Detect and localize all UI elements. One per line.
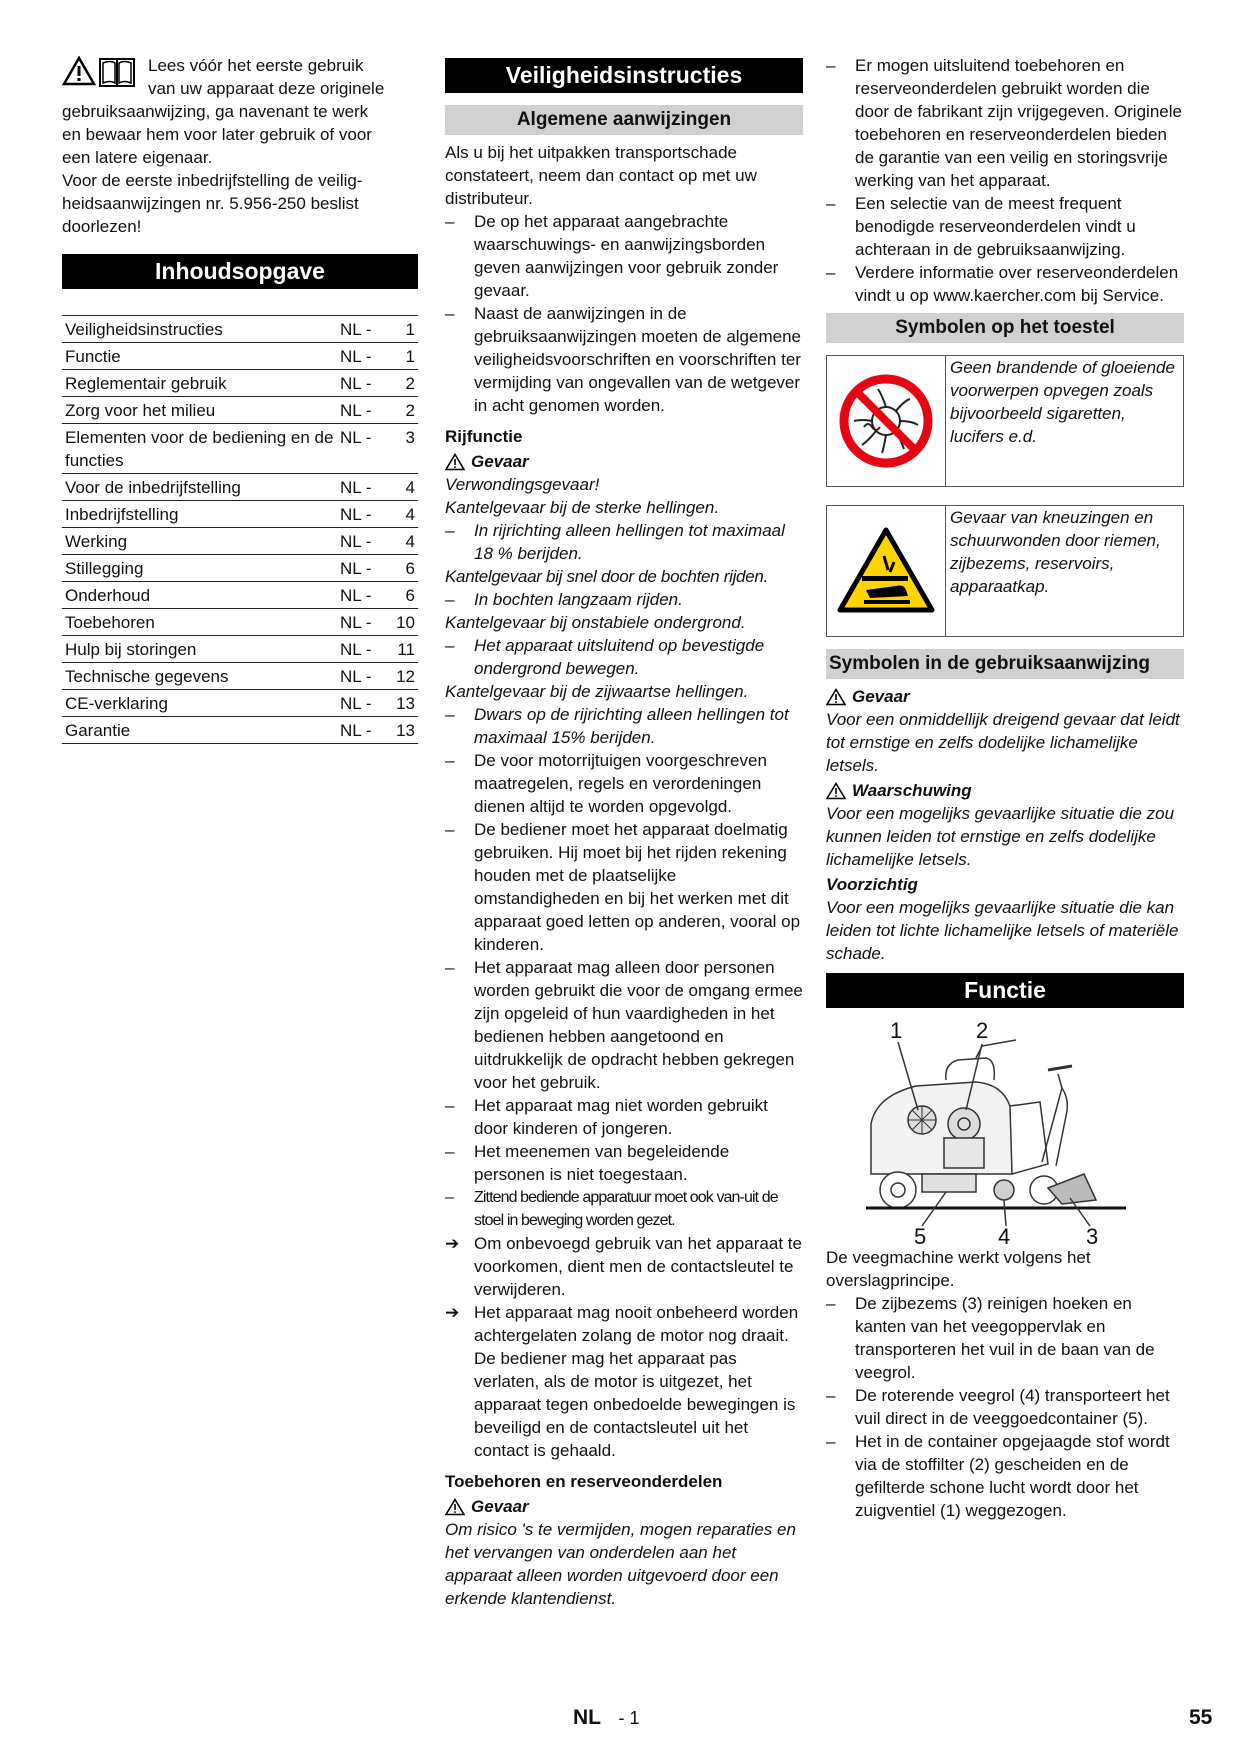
toc-label: Stillegging — [62, 555, 340, 582]
toc-lang: NL - — [340, 690, 388, 717]
crush-hazard-icon — [836, 526, 936, 616]
toc-page: 12 — [388, 663, 418, 690]
toc-row — [62, 717, 418, 744]
sweeper-figure — [826, 1014, 1184, 1246]
list-item: – In bochten langzaam rijden. — [445, 590, 683, 609]
toc-row — [62, 397, 418, 424]
toc-page: 2 — [388, 397, 418, 424]
toc-label: Voor de inbedrijfstelling — [62, 474, 340, 501]
drive-tilt: Kantelgevaar bij onstabiele ondergrond. — [445, 613, 746, 632]
toc-lang: NL - — [340, 474, 388, 501]
toc-lang: NL - — [340, 343, 388, 370]
toc-row — [62, 474, 418, 501]
column-right — [826, 54, 1184, 1522]
arrow-item: ➔ Om onbevoegd gebruik van het apparaat te voorkomen, dient men de contactsleutel te verwijderen. — [445, 1234, 802, 1299]
toc-row — [62, 424, 418, 474]
sweeper-diagram — [826, 1014, 1184, 1246]
toc-row — [62, 609, 418, 636]
toc-lang: NL - — [340, 717, 388, 744]
toc-page: 3 — [388, 424, 418, 474]
toc-lang: NL - — [340, 316, 388, 343]
warning-triangle-icon — [62, 56, 96, 86]
device-symbol-text: Geen brandende of gloeiende voorwerpen opvegen zoals bijvoorbeeld sigaretten, lucifers e.d. — [950, 358, 1175, 446]
drive-tilt: Kantelgevaar bij de sterke hellingen. — [445, 498, 720, 517]
toc-label: Hulp bij storingen — [62, 636, 340, 663]
danger-heading: Gevaar — [826, 685, 1184, 708]
list-item: – Er mogen uitsluitend toebehoren en reserveonderdelen gebruikt worden die door de fabrikant zijn vrijgegeven. Originele toebehoren en reserveonderdelen bieden de garantie van een veilig en storingsvrije werking van het apparaat. — [826, 56, 1182, 190]
drive-tilt: Kantelgevaar bij de zijwaartse hellingen. — [445, 682, 749, 701]
toc-row — [62, 343, 418, 370]
function-title: Functie — [826, 973, 1184, 1008]
warning-description: Voor een mogelijks gevaarlijke situatie die zou kunnen leiden tot ernstige en zelfs dodelijke lichamelijke letsels. — [826, 804, 1175, 869]
intro-line: een latere eigenaar. — [62, 148, 213, 167]
toc-label: Functie — [62, 343, 340, 370]
toc-row — [62, 370, 418, 397]
warning-triangle-icon — [826, 782, 846, 800]
list-item: – De op het apparaat aangebrachte waarschuwings- en aanwijzingsborden geven aanwijzingen voor gebruik zonder gevaar. — [445, 212, 779, 300]
toc-lang: NL - — [340, 636, 388, 663]
list-item: – De bediener moet het apparaat doelmatig gebruiken. Hij moet bij het rijden rekening houden met de plaatselijke omstandigheden en bij het werken met dit apparaat goed letten op anderen, vooral op kinderen. — [445, 820, 801, 954]
toc-page: 4 — [388, 528, 418, 555]
danger-description: Voor een onmiddellijk dreigend gevaar dat leidt tot ernstige en zelfs dodelijke lichamelijke letsels. — [826, 710, 1180, 775]
toc-lang: NL - — [340, 528, 388, 555]
toc-label: Elementen voor de bediening en de functies — [62, 424, 340, 474]
intro-line: en bewaar hem voor later gebruik of voor — [62, 125, 372, 144]
intro-paragraph: Voor de eerste inbedrijfstelling de veilig-heidsaanwijzingen nr. 5.956-250 beslist doorlezen! — [62, 171, 363, 236]
column-left — [62, 54, 418, 744]
list-item: – Het apparaat mag alleen door personen worden gebruikt die voor de omgang ermee zijn opgeleid of hun vaardigheden in het bedienen hebben aangetoond en uitdrukkelijk de opdracht hebben gekregen voor het gebruik. — [445, 958, 803, 1092]
intro-first-line — [62, 54, 418, 100]
toc-lang: NL - — [340, 663, 388, 690]
toc-page: 6 — [388, 582, 418, 609]
general-title: Algemene aanwijzingen — [445, 105, 803, 135]
figure-label-3: 3 — [1086, 1224, 1099, 1246]
toc-table — [62, 315, 418, 744]
footer-page-number: 55 — [1189, 1706, 1213, 1729]
footer-page-ref: NL - 1 — [573, 1706, 640, 1729]
toc-label: Werking — [62, 528, 340, 555]
toc-label: Veiligheidsinstructies — [62, 316, 340, 343]
toc-label: Garantie — [62, 717, 340, 744]
intro-line: Lees vóór het eerste gebruik — [148, 56, 364, 75]
toc-row — [62, 555, 418, 582]
arrow-item: ➔ Het apparaat mag nooit onbeheerd worden achtergelaten zolang de motor nog draait. De bediener mag het apparaat pas verlaten, als de motor is uitgezet, het apparaat tegen onbedoelde bewegingen is beveiligd en de contactsleutel uit het contact is gehaald. — [445, 1303, 799, 1460]
read-manual-book-icon — [98, 56, 136, 88]
toc-row — [62, 316, 418, 343]
device-symbol-row — [826, 355, 1184, 487]
toc-label: Zorg voor het milieu — [62, 397, 340, 424]
toc-label: Reglementair gebruik — [62, 370, 340, 397]
arrow-icon: ➔ — [445, 1303, 460, 1322]
device-symbols-title: Symbolen op het toestel — [826, 313, 1184, 343]
toc-row — [62, 690, 418, 717]
manual-symbols-title: Symbolen in de gebruiksaanwijzing — [826, 649, 1184, 679]
caution-heading: Voorzichtig — [826, 875, 918, 894]
toc-lang: NL - — [340, 370, 388, 397]
toc-row — [62, 636, 418, 663]
list-item: – Het apparaat mag niet worden gebruikt door kinderen of jongeren. — [445, 1096, 768, 1138]
danger-triangle-icon — [826, 688, 846, 706]
list-item: – Dwars op de rijrichting alleen hellingen tot maximaal 15% berijden. — [445, 705, 789, 747]
toc-page: 4 — [388, 501, 418, 528]
toc-label: Technische gegevens — [62, 663, 340, 690]
safety-title: Veiligheidsinstructies — [445, 58, 803, 93]
toc-lang: NL - — [340, 501, 388, 528]
list-item: – Het in de container opgejaagde stof wordt via de stoffilter (2) gescheiden en de gefilterde schone lucht wordt door het zuigventiel (1) weggezogen. — [826, 1432, 1170, 1520]
no-burning-objects-icon — [838, 373, 934, 469]
list-item: – Het meenemen van begeleidende personen is niet toegestaan. — [445, 1142, 730, 1184]
column-middle — [445, 54, 803, 1610]
danger-triangle-icon — [445, 1498, 465, 1516]
list-item: – Een selectie van de meest frequent benodigde reserveonderdelen vindt u achteraan in de gebruiksaanwijzing. — [826, 194, 1136, 259]
danger-heading: Gevaar — [445, 450, 803, 473]
device-symbol-row — [826, 505, 1184, 637]
toc-page: 1 — [388, 343, 418, 370]
danger-heading: Gevaar — [445, 1495, 803, 1518]
accessories-paragraph: Om risico 's te vermijden, mogen reparaties en het vervangen van onderdelen aan het apparaat alleen worden uitgevoerd door een erkende klantendienst. — [445, 1520, 796, 1608]
intro-icons — [62, 54, 136, 100]
arrow-icon: ➔ — [445, 1234, 460, 1253]
drive-title: Rijfunctie — [445, 427, 523, 446]
list-item: – Zittend bediende apparatuur moet ook van-uit de stoel in beweging worden gezet. — [445, 1189, 778, 1229]
warning-heading: Waarschuwing — [826, 779, 1184, 802]
toc-page: 6 — [388, 555, 418, 582]
toc-page: 1 — [388, 316, 418, 343]
figure-label-2: 2 — [976, 1018, 989, 1043]
drive-intro: Verwondingsgevaar! — [445, 475, 600, 494]
intro-line: gebruiksaanwijzing, ga navenant te werk — [62, 102, 369, 121]
caution-description: Voor een mogelijks gevaarlijke situatie die kan leiden tot lichte lichamelijke letsels of materiële schade. — [826, 898, 1179, 963]
list-item: – Het apparaat uitsluitend op bevestigde ondergrond bewegen. — [445, 636, 765, 678]
toc-lang: NL - — [340, 609, 388, 636]
accessories-title: Toebehoren en reserveonderdelen — [445, 1472, 723, 1491]
toc-label: CE-verklaring — [62, 690, 340, 717]
list-item: – De zijbezems (3) reinigen hoeken en kanten van het veegoppervlak en transporteren het vuil in de baan van de veegrol. — [826, 1294, 1155, 1382]
toc-page: 4 — [388, 474, 418, 501]
toc-lang: NL - — [340, 424, 388, 474]
toc-row — [62, 663, 418, 690]
toc-label: Inbedrijfstelling — [62, 501, 340, 528]
toc-row — [62, 528, 418, 555]
list-item: – Verdere informatie over reserveonderdelen vindt u op www.kaercher.com bij Service. — [826, 263, 1179, 305]
toc-lang: NL - — [340, 555, 388, 582]
figure-label-5: 5 — [914, 1224, 927, 1246]
intro-line: van uw apparaat deze originele — [148, 79, 385, 98]
toc-page: 13 — [388, 717, 418, 744]
toc-page: 11 — [388, 636, 418, 663]
danger-triangle-icon — [445, 453, 465, 471]
figure-label-1: 1 — [890, 1018, 903, 1043]
figure-label-4: 4 — [998, 1224, 1011, 1246]
toc-row — [62, 501, 418, 528]
drive-tilt: Kantelgevaar bij snel door de bochten rijden. — [445, 567, 768, 586]
toc-row — [62, 582, 418, 609]
list-item: – De roterende veegrol (4) transporteert het vuil direct in de veeggoedcontainer (5). — [826, 1386, 1170, 1428]
list-item: – De voor motorrijtuigen voorgeschreven maatregelen, regels en verordeningen dienen altijd te worden opgevolgd. — [445, 751, 767, 816]
toc-label: Onderhoud — [62, 582, 340, 609]
toc-lang: NL - — [340, 582, 388, 609]
toc-page: 2 — [388, 370, 418, 397]
toc-label: Toebehoren — [62, 609, 340, 636]
function-paragraph: De veegmachine werkt volgens het overslagprincipe. — [826, 1248, 1091, 1290]
device-symbol-text: Gevaar van kneuzingen en schuurwonden door riemen, zijbezems, reservoirs, apparaatkap. — [950, 508, 1161, 596]
toc-page: 10 — [388, 609, 418, 636]
general-paragraph: Als u bij het uitpakken transportschade constateert, neem dan contact op met uw distributeur. — [445, 143, 757, 208]
list-item: – In rijrichting alleen hellingen tot maximaal 18 % berijden. — [445, 521, 785, 563]
toc-lang: NL - — [340, 397, 388, 424]
list-item: – Naast de aanwijzingen in de gebruiksaanwijzingen moeten de algemene veiligheidsvoorschriften en voorschriften ter vermijding van ongevallen van de wetgever in acht genomen worden. — [445, 304, 801, 415]
toc-page: 13 — [388, 690, 418, 717]
toc-title: Inhoudsopgave — [62, 254, 418, 289]
